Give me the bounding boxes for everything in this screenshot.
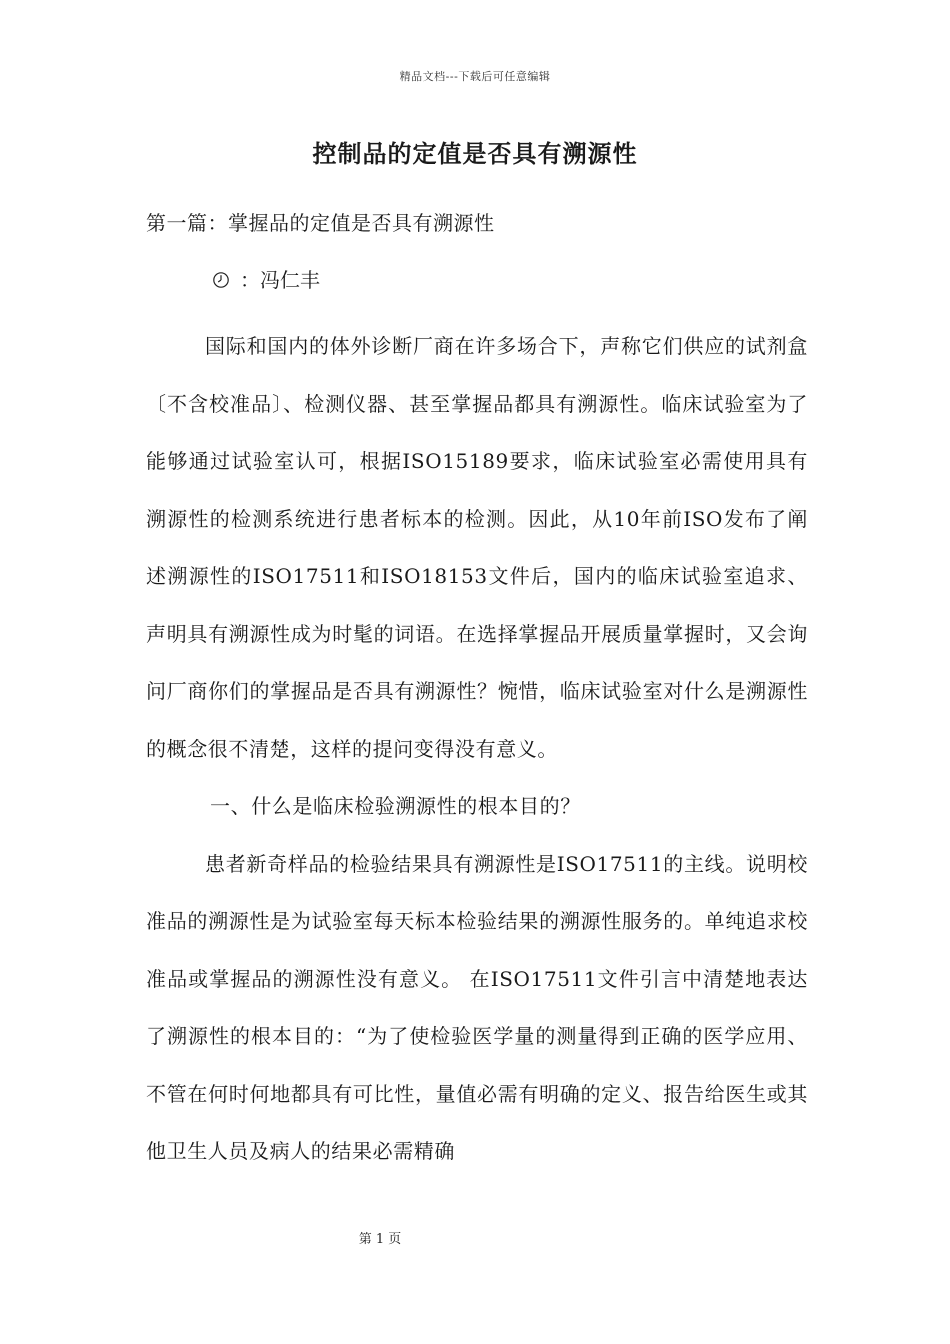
paragraph-intro: 国际和国内的体外诊断厂商在许多场合下，声称它们供应的试剂盒〔不含校准品〕、检测仪器、甚至掌握品都具有溯源性。临床试验室为了能够通过试验室认可，根据ISO15189要求，临床试验室必需使用具有溯源性的检测系统进行患者标本的检测。因此，从10年前ISO发布了阐述溯源性的ISO17511和ISO18153文件后，国内的临床试验室追求、声明具有溯源性成为时髦的词语。在选择掌握品开展质量掌握时，又会询问厂商你们的掌握品是否具有溯源性？惋惜，临床试验室对什么是溯源性的概念很不清楚，这样的提问变得没有意义。 bbox=[146, 334, 808, 761]
author-line bbox=[212, 264, 320, 293]
document-subtitle: 第一篇：掌握品的定值是否具有溯源性 bbox=[146, 211, 495, 235]
author-name: ：冯仁丰 bbox=[240, 268, 320, 292]
page-header: 精品文档---下载后可任意编辑 bbox=[399, 70, 551, 83]
document-body bbox=[146, 318, 808, 1181]
page-number: 第 1 页 bbox=[358, 1232, 402, 1247]
clock-icon bbox=[212, 270, 230, 288]
paragraph-section-1: 患者新奇样品的检验结果具有溯源性是ISO17511的主线。说明校准品的溯源性是为试验室每天标本检验结果的溯源性服务的。单纯追求校准品或掌握品的溯源性没有意义。 在ISO17511文件引言中清楚地表达了溯源性的根本目的：“为了使检验医学量的测量得到正确的医学应用、不管在何时何地都具有可比性，量值必需有明确的定义、报告给医生或其他卫生人员及病人的结果必需精确 bbox=[146, 851, 808, 1163]
section-heading: 一、什么是临床检验溯源性的根本目的？ bbox=[210, 794, 581, 818]
document-title: 控制品的定值是否具有溯源性 bbox=[312, 139, 638, 168]
